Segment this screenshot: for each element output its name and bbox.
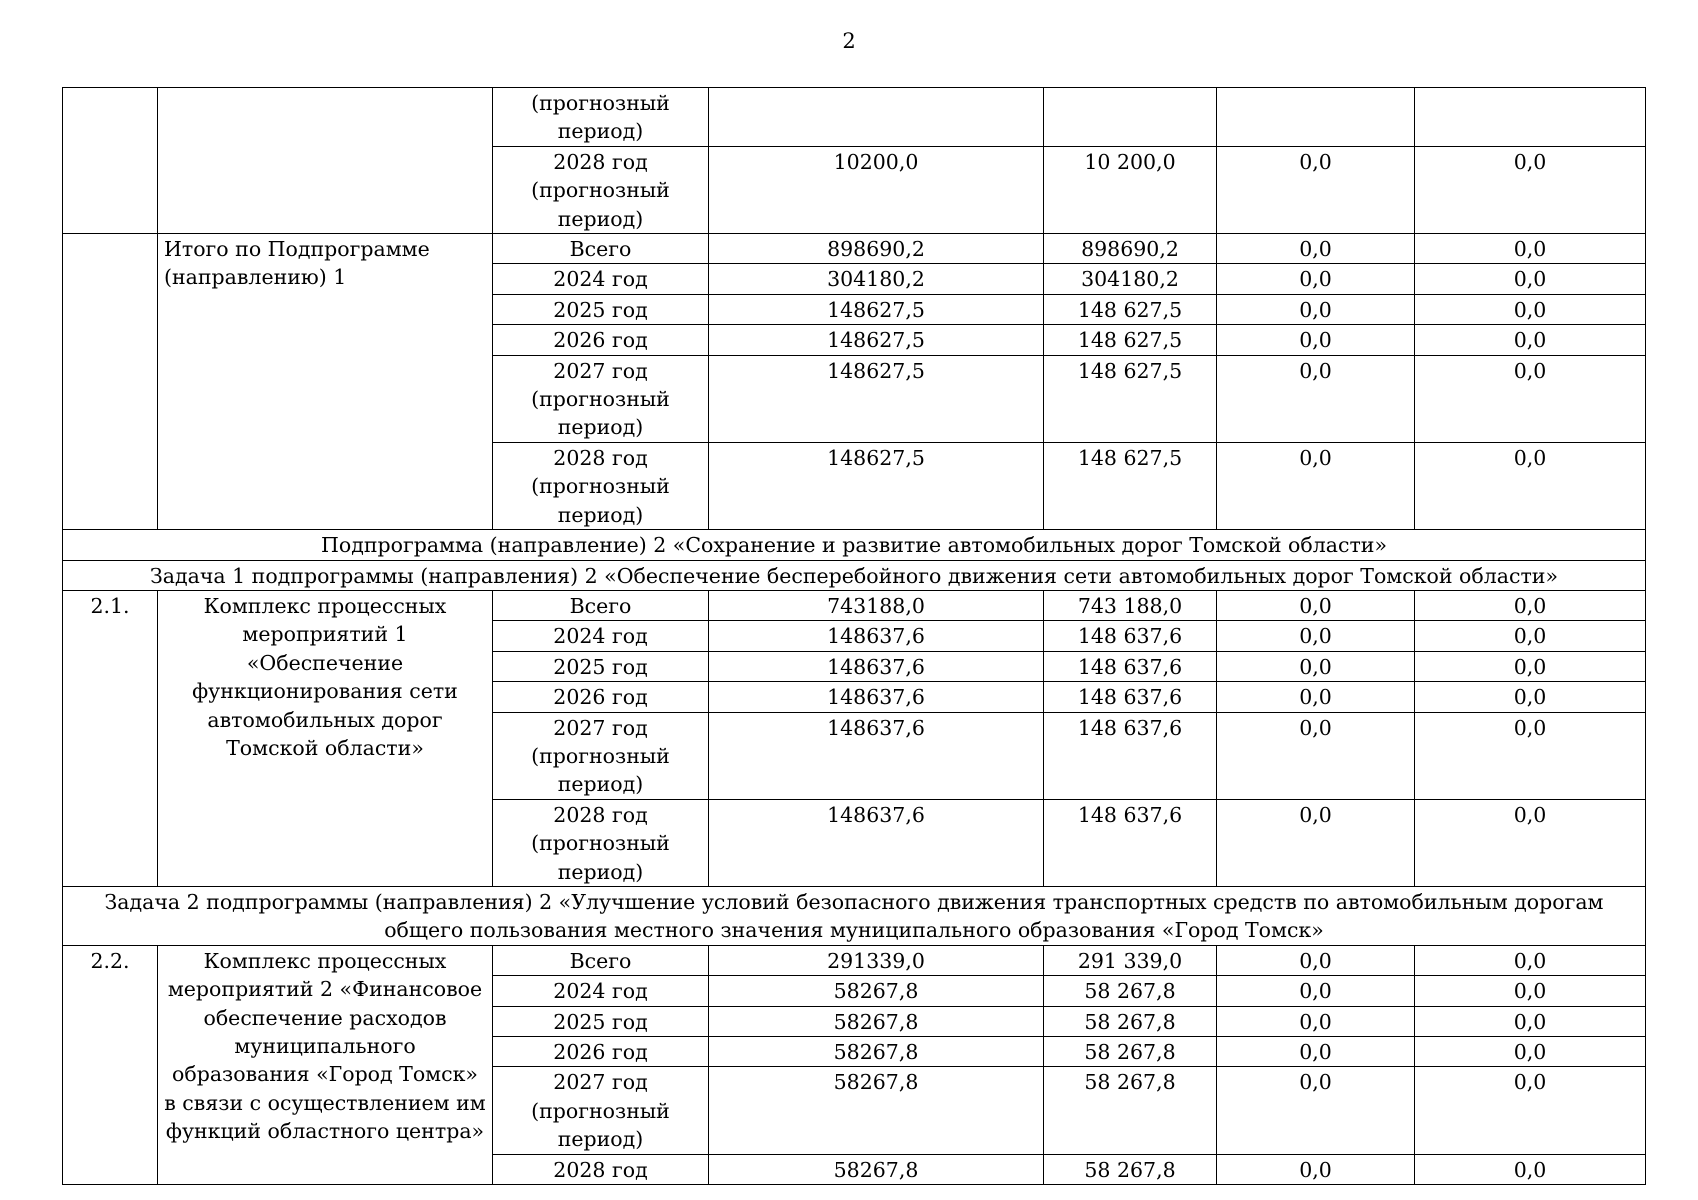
total-cell: 58267,8 <box>709 1006 1044 1036</box>
total-cell: 148627,5 <box>709 442 1044 529</box>
regional-budget-cell: 0,0 <box>1217 976 1415 1006</box>
local-budget-cell: 148 637,6 <box>1044 712 1217 799</box>
period-cell: 2028 год (прогнозный период) <box>493 799 709 886</box>
regional-budget-cell: 0,0 <box>1217 146 1415 233</box>
item-label: Комплекс процессных мероприятий 2 «Финансовое обеспечение расходов муниципального образования «Город Томск» в связи с осуществлением им функций областного центра» <box>158 945 493 1184</box>
item-number: 2.1. <box>63 590 158 886</box>
federal-budget-cell: 0,0 <box>1415 264 1646 294</box>
total-cell: 148637,6 <box>709 651 1044 681</box>
total-cell: 148637,6 <box>709 799 1044 886</box>
total-cell: 58267,8 <box>709 1037 1044 1067</box>
regional-budget-cell: 0,0 <box>1217 1067 1415 1154</box>
table-row <box>63 945 1646 975</box>
period-cell: 2024 год <box>493 976 709 1006</box>
federal-budget-cell: 0,0 <box>1415 621 1646 651</box>
local-budget-cell: 898690,2 <box>1044 234 1217 264</box>
period-cell: Всего <box>493 945 709 975</box>
federal-budget-cell: 0,0 <box>1415 590 1646 620</box>
local-budget-cell: 148 637,6 <box>1044 621 1217 651</box>
section-row <box>63 560 1646 590</box>
table-row <box>63 590 1646 620</box>
federal-budget-cell: 0,0 <box>1415 976 1646 1006</box>
regional-budget-cell: 0,0 <box>1217 1037 1415 1067</box>
total-cell: 743188,0 <box>709 590 1044 620</box>
local-budget-cell: 304180,2 <box>1044 264 1217 294</box>
regional-budget-cell: 0,0 <box>1217 355 1415 442</box>
local-budget-cell: 148 627,5 <box>1044 442 1217 529</box>
regional-budget-cell: 0,0 <box>1217 682 1415 712</box>
federal-budget-cell: 0,0 <box>1415 325 1646 355</box>
federal-budget-cell: 0,0 <box>1415 1006 1646 1036</box>
regional-budget-cell <box>1217 88 1415 147</box>
budget-table <box>62 87 1646 1185</box>
regional-budget-cell: 0,0 <box>1217 325 1415 355</box>
period-cell: 2025 год <box>493 1006 709 1036</box>
period-cell: 2028 год (прогнозный период) <box>493 146 709 233</box>
federal-budget-cell: 0,0 <box>1415 945 1646 975</box>
period-cell: 2026 год <box>493 682 709 712</box>
regional-budget-cell: 0,0 <box>1217 234 1415 264</box>
period-cell: 2027 год (прогнозный период) <box>493 712 709 799</box>
period-cell: 2026 год <box>493 1037 709 1067</box>
local-budget-cell: 148 627,5 <box>1044 355 1217 442</box>
item-label: Комплекс процессных мероприятий 1 «Обеспечение функционирования сети автомобильных дорог Томской области» <box>158 590 493 886</box>
period-cell: 2028 год <box>493 1154 709 1184</box>
federal-budget-cell: 0,0 <box>1415 1154 1646 1184</box>
task-1-heading: Задача 1 подпрограммы (направления) 2 «Обеспечение бесперебойного движения сети автомобильных дорог Томской области» <box>63 560 1646 590</box>
total-cell: 291339,0 <box>709 945 1044 975</box>
local-budget-cell: 10 200,0 <box>1044 146 1217 233</box>
federal-budget-cell: 0,0 <box>1415 234 1646 264</box>
regional-budget-cell: 0,0 <box>1217 945 1415 975</box>
period-cell: 2028 год (прогнозный период) <box>493 442 709 529</box>
local-budget-cell: 58 267,8 <box>1044 1067 1217 1154</box>
total-cell <box>709 88 1044 147</box>
total-cell: 58267,8 <box>709 1067 1044 1154</box>
subprogram-2-heading: Подпрограмма (направление) 2 «Сохранение и развитие автомобильных дорог Томской области» <box>63 530 1646 560</box>
federal-budget-cell: 0,0 <box>1415 294 1646 324</box>
federal-budget-cell: 0,0 <box>1415 1037 1646 1067</box>
period-cell: (прогнозный период) <box>493 88 709 147</box>
local-budget-cell: 148 637,6 <box>1044 682 1217 712</box>
local-budget-cell: 58 267,8 <box>1044 1006 1217 1036</box>
federal-budget-cell: 0,0 <box>1415 146 1646 233</box>
local-budget-cell: 148 627,5 <box>1044 294 1217 324</box>
total-cell: 148637,6 <box>709 682 1044 712</box>
page-number: 2 <box>842 29 856 53</box>
federal-budget-cell: 0,0 <box>1415 355 1646 442</box>
federal-budget-cell: 0,0 <box>1415 1067 1646 1154</box>
period-cell: 2026 год <box>493 325 709 355</box>
period-cell: 2027 год (прогнозный период) <box>493 355 709 442</box>
regional-budget-cell: 0,0 <box>1217 442 1415 529</box>
label-cell <box>158 88 493 234</box>
total-cell: 58267,8 <box>709 1154 1044 1184</box>
item-number: 2.2. <box>63 945 158 1184</box>
total-cell: 898690,2 <box>709 234 1044 264</box>
total-cell: 304180,2 <box>709 264 1044 294</box>
section-row <box>63 530 1646 560</box>
local-budget-cell: 58 267,8 <box>1044 1037 1217 1067</box>
total-cell: 10200,0 <box>709 146 1044 233</box>
regional-budget-cell: 0,0 <box>1217 590 1415 620</box>
total-cell: 148627,5 <box>709 325 1044 355</box>
regional-budget-cell: 0,0 <box>1217 651 1415 681</box>
section-row <box>63 886 1646 945</box>
regional-budget-cell: 0,0 <box>1217 621 1415 651</box>
local-budget-cell: 148 637,6 <box>1044 651 1217 681</box>
local-budget-cell: 148 627,5 <box>1044 325 1217 355</box>
federal-budget-cell: 0,0 <box>1415 799 1646 886</box>
local-budget-cell: 58 267,8 <box>1044 976 1217 1006</box>
total-cell: 148627,5 <box>709 355 1044 442</box>
num-cell <box>63 234 158 530</box>
period-cell: 2024 год <box>493 264 709 294</box>
federal-budget-cell <box>1415 88 1646 147</box>
period-cell: Всего <box>493 590 709 620</box>
table-row <box>63 234 1646 264</box>
period-cell: Всего <box>493 234 709 264</box>
regional-budget-cell: 0,0 <box>1217 1006 1415 1036</box>
period-cell: 2024 год <box>493 621 709 651</box>
period-cell: 2027 год (прогнозный период) <box>493 1067 709 1154</box>
regional-budget-cell: 0,0 <box>1217 712 1415 799</box>
subtotal-label: Итого по Подпрограмме (направлению) 1 <box>158 234 493 530</box>
num-cell <box>63 88 158 234</box>
local-budget-cell: 743 188,0 <box>1044 590 1217 620</box>
table-row <box>63 88 1646 147</box>
local-budget-cell: 58 267,8 <box>1044 1154 1217 1184</box>
local-budget-cell: 148 637,6 <box>1044 799 1217 886</box>
total-cell: 148627,5 <box>709 294 1044 324</box>
regional-budget-cell: 0,0 <box>1217 1154 1415 1184</box>
regional-budget-cell: 0,0 <box>1217 264 1415 294</box>
local-budget-cell <box>1044 88 1217 147</box>
total-cell: 148637,6 <box>709 621 1044 651</box>
local-budget-cell: 291 339,0 <box>1044 945 1217 975</box>
federal-budget-cell: 0,0 <box>1415 682 1646 712</box>
period-cell: 2025 год <box>493 294 709 324</box>
federal-budget-cell: 0,0 <box>1415 442 1646 529</box>
total-cell: 58267,8 <box>709 976 1044 1006</box>
period-cell: 2025 год <box>493 651 709 681</box>
federal-budget-cell: 0,0 <box>1415 651 1646 681</box>
task-2-heading: Задача 2 подпрограммы (направления) 2 «Улучшение условий безопасного движения транспортных средств по автомобильным дорогам общего пользования местного значения муниципального образования «Город Томск» <box>63 886 1646 945</box>
total-cell: 148637,6 <box>709 712 1044 799</box>
regional-budget-cell: 0,0 <box>1217 799 1415 886</box>
regional-budget-cell: 0,0 <box>1217 294 1415 324</box>
federal-budget-cell: 0,0 <box>1415 712 1646 799</box>
